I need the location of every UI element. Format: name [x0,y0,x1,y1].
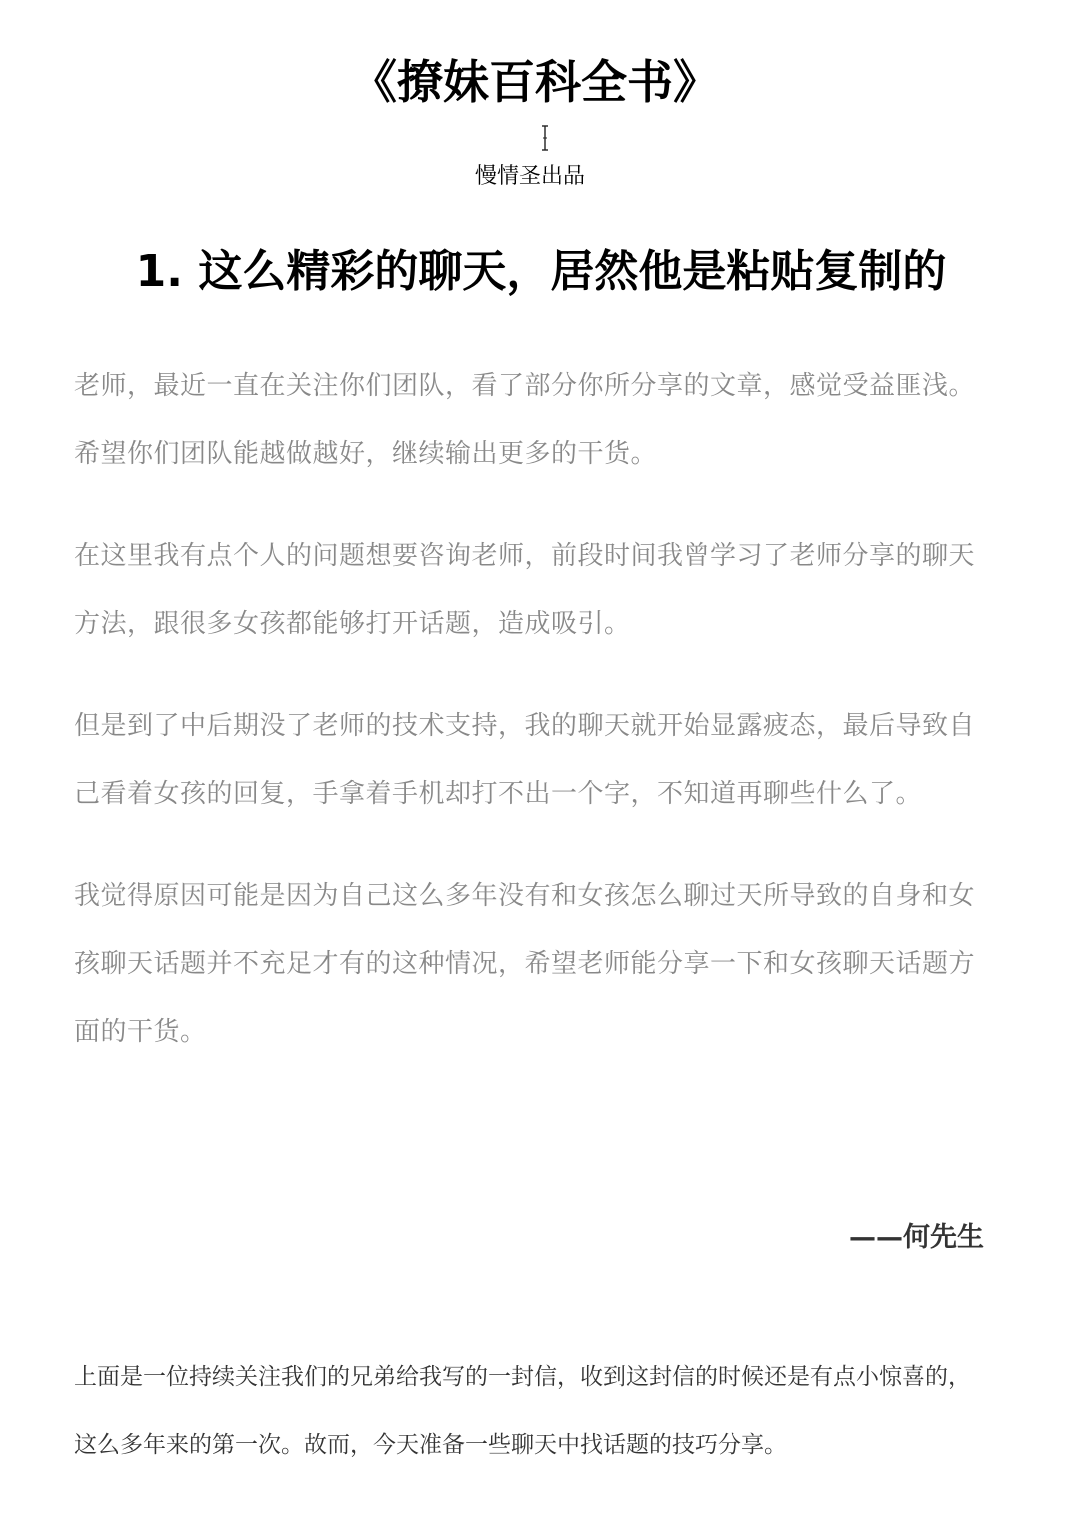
text-cursor-icon [541,124,549,152]
letter-paragraph: 老师，最近一直在关注你们团队，看了部分你所分享的文章，感觉受益匪浅。希望你们团队能越做越好，继续输出更多的干货。 [74,371,976,469]
letter-paragraph: 我觉得原因可能是因为自己这么多年没有和女孩怎么聊过天所导致的自身和女孩聊天话题并不充足才有的这种情况，希望老师能分享一下和女孩聊天话题方面的干货。 [74,881,976,1047]
letter-quote-block [74,352,990,1100]
document-subtitle: 慢情圣出品 [474,164,585,189]
document-title: 《撩妹百科全书》 [351,55,719,109]
intro-paragraph: 上面是一位持续关注我们的兄弟给我写的一封信，收到这封信的时候还是有点小惊喜的，这么多年来的第一次。故而，今天准备一些聊天中找话题的技巧分享。 [74,1364,971,1458]
section-heading: 1. 这么精彩的聊天，居然他是粘贴复制的 [135,246,947,297]
letter-paragraph: 在这里我有点个人的问题想要咨询老师，前段时间我曾学习了老师分享的聊天方法，跟很多女孩都能够打开话题，造成吸引。 [74,541,976,639]
letter-paragraph: 但是到了中后期没了老师的技术支持，我的聊天就开始显露疲态，最后导致自己看着女孩的回复，手拿着手机却打不出一个字，不知道再聊些什么了。 [74,711,976,809]
letter-signature: ——何先生 [849,1222,984,1253]
